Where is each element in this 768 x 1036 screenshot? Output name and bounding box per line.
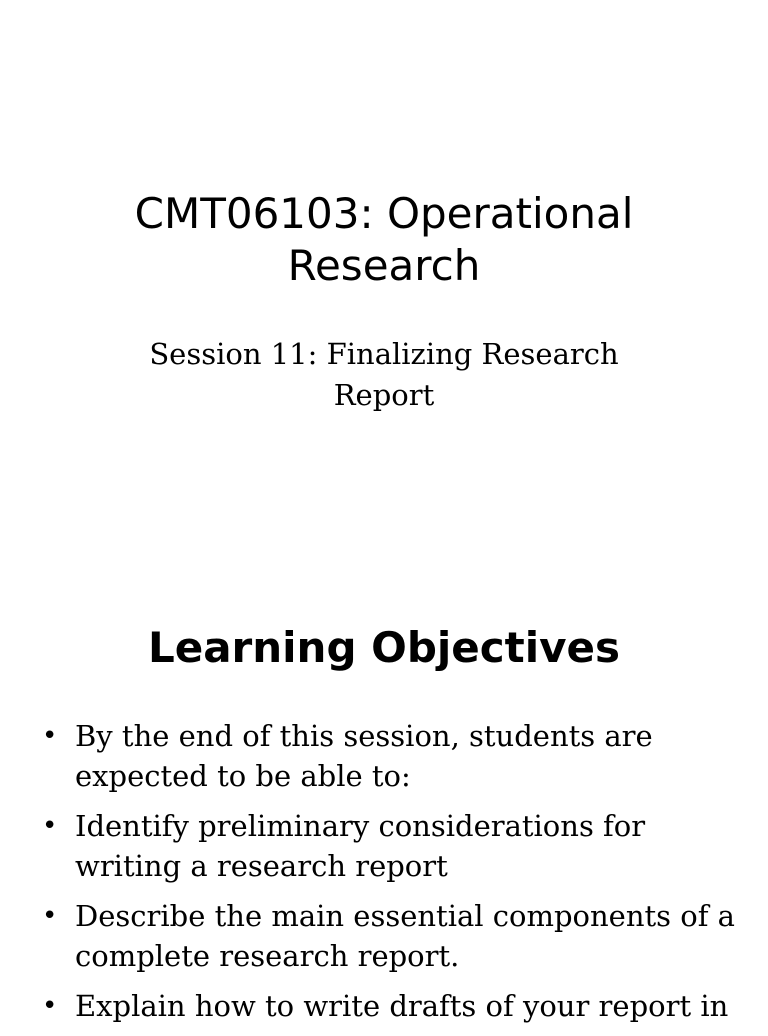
- bullet-icon: •: [42, 721, 58, 751]
- bullet-icon: •: [42, 991, 58, 1021]
- objective-text: Explain how to write drafts of your report in: [75, 989, 729, 1023]
- bullet-icon: •: [42, 901, 58, 931]
- learning-objectives-slide: [0, 576, 768, 1024]
- bullet-icon: •: [42, 811, 58, 841]
- session-subtitle: Session 11: Finalizing Research Report: [149, 337, 619, 412]
- objective-item: [40, 806, 740, 886]
- objective-text: By the end of this session, students are expected to be able to:: [75, 719, 653, 793]
- objective-text: Describe the main essential components of a complete research report.: [75, 899, 735, 973]
- objectives-list: [40, 716, 740, 1036]
- course-title: CMT06103: Operational Research: [134, 189, 634, 290]
- slide-heading: Learning Objectives: [147, 623, 621, 672]
- objective-item: [40, 986, 740, 1026]
- objective-item: [40, 716, 740, 796]
- objective-item: [40, 896, 740, 976]
- objective-text: Identify preliminary considerations for writing a research report: [75, 809, 646, 883]
